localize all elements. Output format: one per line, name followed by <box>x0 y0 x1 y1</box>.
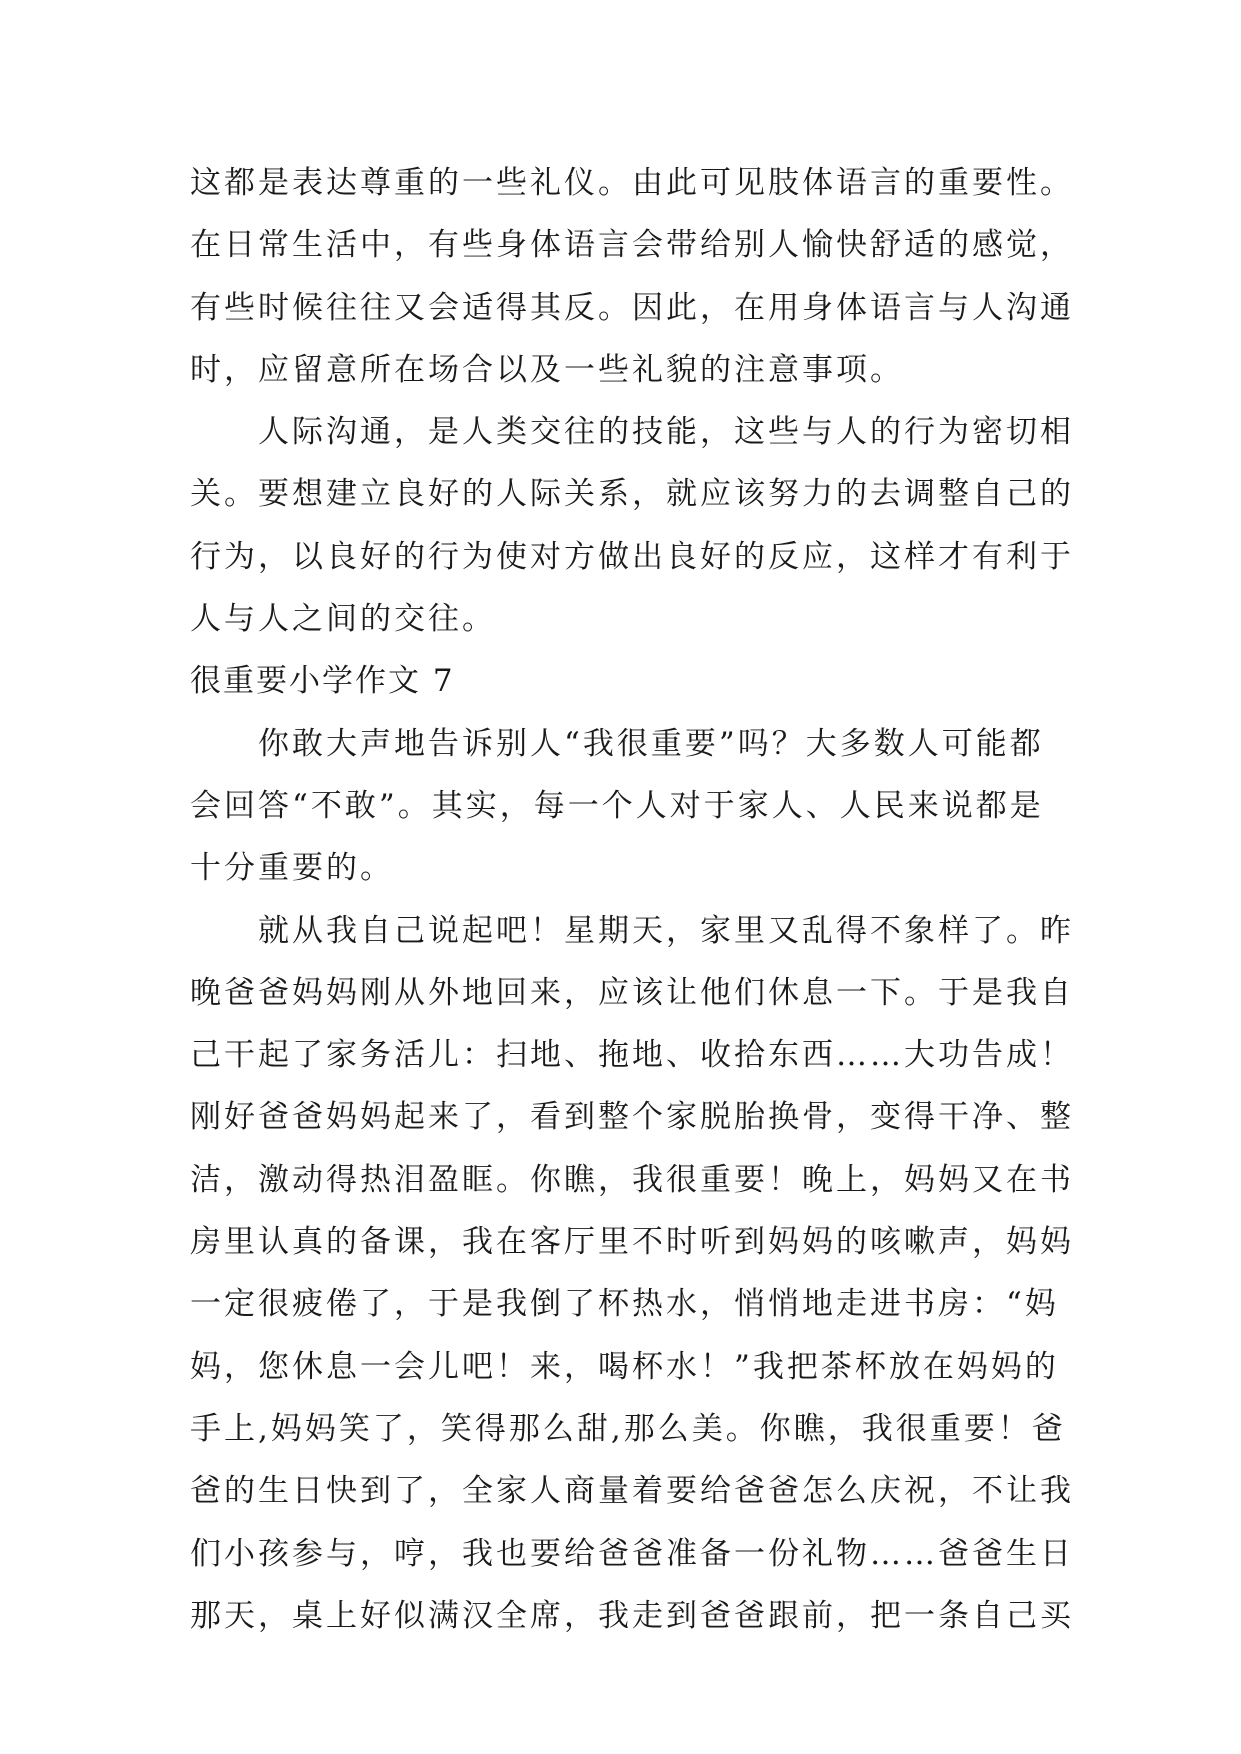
paragraph-2-line: 关。要想建立良好的人际关系，就应该努力的去调整自己的 <box>190 476 1074 513</box>
paragraph-4-line: 妈，您休息一会儿吧！来，喝杯水！”我把茶杯放在妈妈的 <box>190 1348 1059 1385</box>
paragraph-4-line: 一定很疲倦了，于是我倒了杯热水，悄悄地走进书房：“妈 <box>190 1286 1059 1323</box>
paragraph-3-line: 会回答“不敢”。其实，每一个人对于家人、人民来说都是 <box>190 787 1044 824</box>
paragraph-1-line: 有些时候往往又会适得其反。因此，在用身体语言与人沟通 <box>190 289 1074 326</box>
paragraph-1-line: 时，应留意所在场合以及一些礼貌的注意事项。 <box>190 351 904 388</box>
paragraph-4-line: 爸的生日快到了，全家人商量着要给爸爸怎么庆祝，不让我 <box>190 1473 1074 1510</box>
paragraph-1-line: 在日常生活中，有些身体语言会带给别人愉快舒适的感觉， <box>190 227 1074 264</box>
paragraph-4-line: 刚好爸爸妈妈起来了，看到整个家脱胎换骨，变得干净、整 <box>190 1099 1074 1136</box>
paragraph-3-line: 十分重要的。 <box>190 850 394 887</box>
paragraph-4-line: 己干起了家务活儿：扫地、拖地、收拾东西……大功告成！ <box>190 1037 1074 1074</box>
document-body <box>190 152 1074 1647</box>
paragraph-4-line: 就从我自己说起吧！星期天，家里又乱得不象样了。昨 <box>258 912 1074 949</box>
paragraph-3-line: 你敢大声地告诉别人“我很重要”吗？大多数人可能都 <box>258 725 1044 762</box>
paragraph-4-line: 晚爸爸妈妈刚从外地回来，应该让他们休息一下。于是我自 <box>190 974 1074 1011</box>
paragraph-1-line: 这都是表达尊重的一些礼仪。由此可见肢体语言的重要性。 <box>190 165 1074 201</box>
paragraph-2-line: 人与人之间的交往。 <box>190 601 496 638</box>
paragraph-2-line: 人际沟通，是人类交往的技能，这些与人的行为密切相 <box>258 414 1074 451</box>
paragraph-4-line: 房里认真的备课，我在客厅里不时听到妈妈的咳嗽声，妈妈 <box>190 1224 1074 1261</box>
paragraph-4-line: 那天，桌上好似满汉全席，我走到爸爸跟前，把一条自己买 <box>190 1597 1074 1634</box>
paragraph-4-line: 手上,妈妈笑了，笑得那么甜,那么美。你瞧，我很重要！爸 <box>190 1410 1066 1447</box>
paragraph-2-line: 行为，以良好的行为使对方做出良好的反应，这样才有利于 <box>190 538 1074 575</box>
paragraph-4-line: 洁，激动得热泪盈眶。你瞧，我很重要！晚上，妈妈又在书 <box>190 1161 1074 1198</box>
section-heading: 很重要小学作文 7 <box>190 663 455 700</box>
paragraph-4-line: 们小孩参与，哼，我也要给爸爸准备一份礼物……爸爸生日 <box>190 1535 1074 1572</box>
